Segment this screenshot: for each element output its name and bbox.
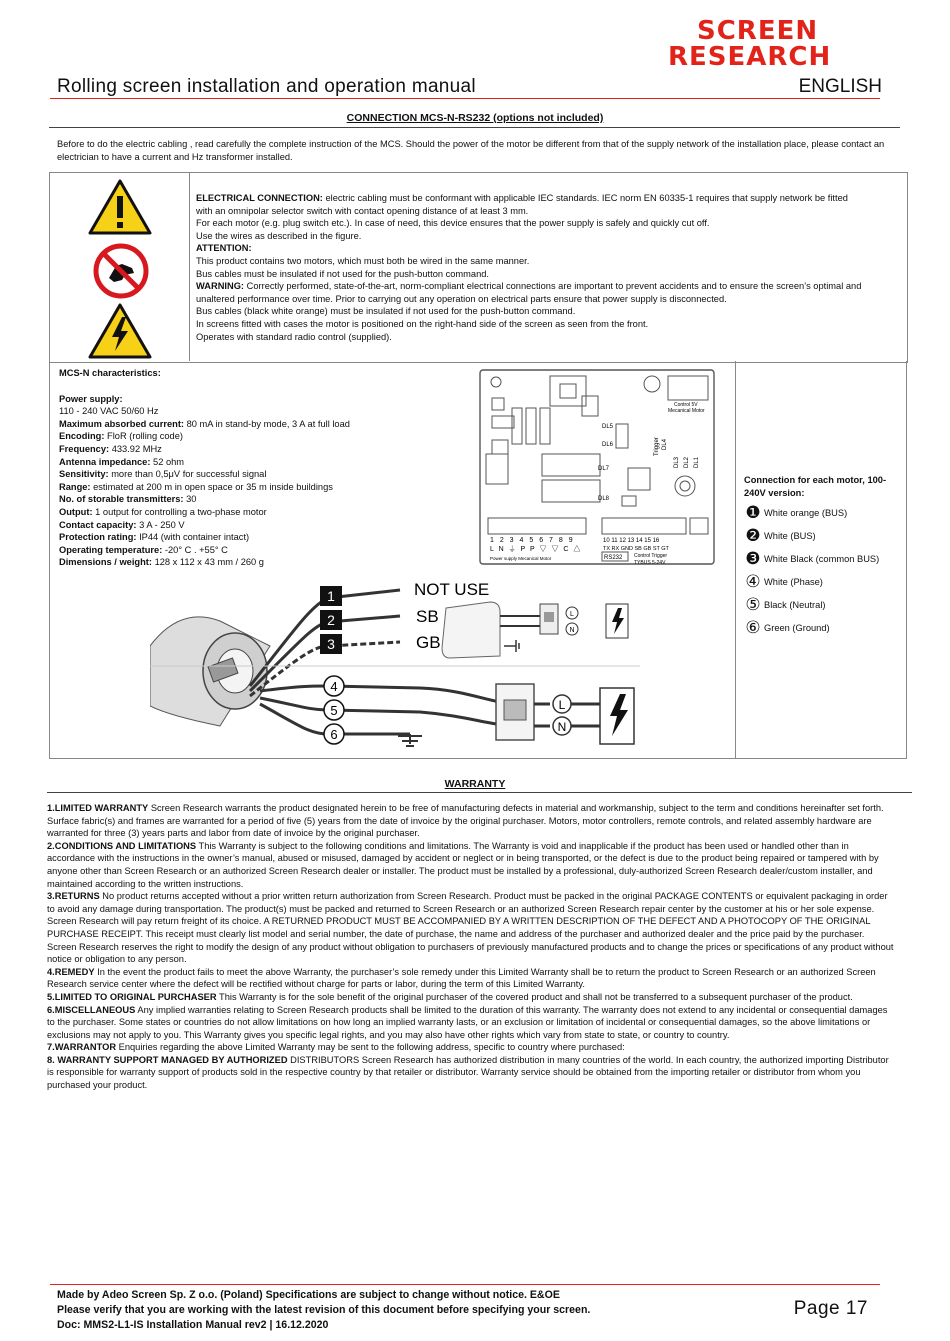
svg-text:DL3: DL3 bbox=[674, 456, 680, 468]
svg-text:L: L bbox=[558, 698, 566, 712]
svg-text:DL8: DL8 bbox=[598, 496, 610, 502]
characteristics-text: MCS-N characteristics: Power supply: 110 - 240 VAC 50/60 Hz Maximum absorbed current: 80 mA in stand-by mode, 3 A at full load Encoding: FloR (rolling code) Frequency: 433.92 MHz Antenna impedance: 52 ohm Sensitivity: more than 0,5μV for successful signal Range: estimated at 200 m in open space or 35 m inside buildings No. of storable transmitters: 30 Output: 1 output for controlling a two-phase motor Contact capacity: 3 A - 250 V Protection rating: IP44 (with container intact) Operating temperature: -20° C . +55° C Dimensions / weight: 128 x 112 x 43 mm / 260 g bbox=[59, 368, 350, 568]
svg-text:SB: SB bbox=[416, 607, 439, 626]
control-board-diagram bbox=[478, 368, 718, 568]
list-item: ⑥ Green (Ground) bbox=[745, 618, 830, 638]
svg-text:6: 6 bbox=[330, 727, 338, 742]
svg-text:4: 4 bbox=[330, 679, 338, 694]
svg-text:2: 2 bbox=[327, 612, 335, 628]
svg-text:TYBUS 5-24V: TYBUS 5-24V bbox=[634, 560, 666, 566]
svg-text:L: L bbox=[570, 611, 574, 618]
elec-line: ELECTRICAL CONNECTION: electric cabling must be conformant with applicable IEC standards. IEC norm EN 60335-1 requires that supply network be fitted with an omnipolar selector switch with contact opening distance of at least 3 mm. bbox=[196, 193, 848, 216]
high-voltage-icon bbox=[88, 303, 152, 359]
footer-line: Doc: MMS2-L1-IS Installation Manual rev2 | 16.12.2020 bbox=[57, 1319, 329, 1331]
svg-text:5: 5 bbox=[330, 703, 338, 718]
wiring-diagram bbox=[150, 576, 640, 751]
svg-text:GB: GB bbox=[416, 633, 441, 652]
wire-labels bbox=[320, 586, 344, 744]
svg-text:10 11 12 13 14 15 16: 10 11 12 13 14 15 16 bbox=[603, 538, 660, 544]
svg-text:DL6: DL6 bbox=[602, 442, 614, 448]
svg-text:DL2: DL2 bbox=[684, 456, 690, 468]
warranty-item: 4.REMEDY In the event the product fails to meet the above Warranty, the purchaser’s sole remedy under this Limited Warranty shall be to return the product to Screen Research or an authorized Screen Research service center where the defect will be rectified without charge for parts or labor, during the term of this Limited Warranty. bbox=[47, 966, 876, 990]
warranty-rule bbox=[47, 792, 912, 793]
list-item: ④ White (Phase) bbox=[745, 572, 823, 592]
elec-line: Bus cables (black white orange) must be insulated if not used for the push-button command. bbox=[196, 306, 576, 317]
connection-title: Connection for each motor, 100-240V version: bbox=[744, 475, 887, 498]
warranty-item: 2.CONDITIONS AND LIMITATIONS This Warranty is subject to the following conditions and limitations. The Warranty is void and inapplicable if the product has been used or handled other than in accordance with the instructions in the owner’s manual, abused or misused, damaged by accident or neglect or in being transported, or the defect is due to the product being repaired or tampered with by anyone other than Screen Research or an authorized Screen Research dealer or installer. The product must be installed by a professional, duly-authorized Screen Research dealer/custom installer, and maintained according to the written instructions. bbox=[47, 840, 879, 889]
box-divider bbox=[189, 172, 190, 361]
svg-text:1: 1 bbox=[327, 588, 335, 604]
svg-text:NOT USE: NOT USE bbox=[414, 580, 490, 599]
svg-text:Power supply Mecanical Motor: Power supply Mecanical Motor bbox=[490, 556, 552, 561]
elec-line: WARNING: Correctly performed, state-of-the-art, norm-compliant electrical connections are important to prevent accidents and to ensure the screen’s optimal and unaltered performance over time. Prior to carrying out any operation on electrical parts ensure that power supply is disconnected. bbox=[196, 281, 862, 304]
svg-text:DL7: DL7 bbox=[598, 466, 610, 472]
page-number: Page 17 bbox=[793, 1298, 868, 1319]
warranty-item: 7.WARRANTOR Enquiries regarding the above Limited Warranty may be sent to the following address, specific to country where purchased: bbox=[47, 1042, 625, 1053]
list-item: ❸ White Black (common BUS) bbox=[745, 549, 880, 569]
svg-text:L N ⏚ P P ▽ ▽ C △: L N ⏚ P P ▽ ▽ C △ bbox=[490, 546, 582, 553]
warranty-item: 1.LIMITED WARRANTY Screen Research warrants the product designated herein to be free of manufacturing defects in material and workmanship, subject to the term and conditions hereinafter set forth. Surface fabric(s) and frames are warranted for a period of five (5) years from the date of invoice by the original purchaser. Motors, motor controllers, remote controls, and related assembly hardware are warranted for three (3) years parts and labor from date of invoice by the original purchaser. bbox=[47, 803, 884, 839]
logo-research: RESEARCH bbox=[668, 42, 832, 72]
warranty-item: 6.MISCELLANEOUS Any implied warranties relating to Screen Research products shall be limited to the duration of this warranty. The warranty does not extend to any incidental or consequential damages to the purchaser. Some states or countries do not allow limitations on how long an implied warranty lasts, or an exclusion or limitation of incidental or consequential damages, so the above limitations or exclusions may not apply to you. This Warranty gives you specific legal rights, and you may also have other rights which vary from state to state, or country to country. bbox=[47, 1004, 888, 1040]
warranty-item: 8. WARRANTY SUPPORT MANAGED BY AUTHORIZED DISTRIBUTORS Screen Research has authorized distribution in many countries of the world. In each country, the authorized importing Distributor is responsible for warranty support of products sold in the respective country by that retailer or distributor. Warranty service should be obtained from the importing retailer or distributor from whom you purchased your product. bbox=[47, 1054, 889, 1091]
svg-text:1 2 3 4 5 6 7 8 9: 1 2 3 4 5 6 7 8 9 bbox=[490, 537, 575, 544]
section-rule bbox=[49, 127, 900, 128]
warranty-item: 3.RETURNS No product returns accepted without a prior written return authorization from Screen Research. Product must be packed in the original PACKAGE CONTENTS or equivalent packaging in order to avoid any damage during transportation. The product(s) must be packed and returned to Screen Research or an authorized Screen Research repair center by the customer at his or her sole expense. Screen Research will pay return freight of its choice. A RETURNED PRODUCT MUST BE ACCOMPANIED BY A WRITTEN DESCRIPTION OF THE DEFECT AND A PHOTOCOPY OF THE ORIGINAL PURCHASE RECEIPT. This receipt must clearly list model and serial number, the date of purchase, the name and address of the purchaser and authorized dealer and the price paid by the purchaser. Screen Research reserves the right to modify the design of any product without obligation to purchasers of previously manufactured products and to change the prices or specifications of any product without notice or obligation to any person. bbox=[47, 891, 894, 965]
intro-text: Before to do the electric cabling , read carefully the complete instruction of the MCS. Should the power of the motor be different from that of the supply network of the installation place, please contact an electrician to have a current and Hz transformer installed. bbox=[57, 139, 885, 162]
svg-text:N: N bbox=[557, 720, 567, 734]
elec-line: This product contains two motors, which must both be wired in the same manner. bbox=[196, 255, 530, 266]
svg-text:Trigger: Trigger bbox=[654, 437, 660, 456]
warning-icon bbox=[88, 179, 152, 235]
language-label: ENGLISH bbox=[798, 76, 882, 97]
list-item: ❶ White orange (BUS) bbox=[745, 503, 848, 523]
elec-line: Use the wires as described in the figure. bbox=[196, 230, 362, 241]
footer-line: Made by Adeo Screen Sp. Z o.o. (Poland) Specifications are subject to change without notice. E&OE bbox=[57, 1289, 560, 1301]
warranty-text bbox=[47, 802, 895, 1092]
footer-line: Please verify that you are working with the latest revision of this document before specifying your screen. bbox=[57, 1304, 591, 1316]
elec-line: Bus cables must be insulated if not used for the push-button command. bbox=[196, 268, 490, 279]
do-not-touch-icon bbox=[92, 242, 150, 300]
svg-text:TX RX GND SB GB ST GT: TX RX GND SB GB ST GT bbox=[603, 546, 669, 552]
characteristics-title: MCS-N characteristics: bbox=[59, 368, 161, 378]
list-item: ⑤ Black (Neutral) bbox=[745, 595, 826, 615]
footer bbox=[57, 1288, 590, 1333]
warranty-heading: WARRANTY bbox=[444, 778, 506, 790]
elec-line: For each motor (e.g. plug switch etc.). In case of need, this device ensures that the power supply is safely and quickly cut off. bbox=[196, 218, 710, 229]
doc-title: Rolling screen installation and operation manual bbox=[57, 76, 476, 97]
svg-text:DL1: DL1 bbox=[694, 456, 700, 468]
elec-line: In screens fitted with cases the motor is positioned on the right-hand side of the screen as seen from the front. bbox=[196, 318, 649, 329]
list-item: ❷ White (BUS) bbox=[745, 526, 816, 546]
svg-text:3: 3 bbox=[327, 636, 335, 652]
svg-text:Control Trigger: Control Trigger bbox=[634, 553, 668, 559]
svg-text:Control 5V: Control 5V bbox=[674, 402, 698, 408]
elec-line: ATTENTION: bbox=[196, 243, 252, 254]
svg-text:DL5: DL5 bbox=[602, 424, 614, 430]
header-rule bbox=[50, 98, 880, 99]
connection-list bbox=[744, 474, 904, 637]
footer-rule bbox=[50, 1284, 880, 1285]
svg-text:Mecanical Motor: Mecanical Motor bbox=[668, 408, 705, 414]
svg-text:RS232: RS232 bbox=[604, 555, 623, 561]
warranty-item: 5.LIMITED TO ORIGINAL PURCHASER This Warranty is for the sole benefit of the original purchaser of the covered product and shall not be transferred to a subsequent purchaser of the product. bbox=[47, 991, 853, 1002]
svg-text:DL4: DL4 bbox=[662, 438, 668, 450]
electrical-connection-text bbox=[196, 192, 866, 343]
svg-text:N: N bbox=[569, 627, 575, 634]
connection-heading: CONNECTION MCS-N-RS232 (options not included) bbox=[346, 112, 604, 124]
logo-screen: SCREEN bbox=[697, 16, 819, 46]
elec-line: Operates with standard radio control (supplied). bbox=[196, 331, 392, 342]
